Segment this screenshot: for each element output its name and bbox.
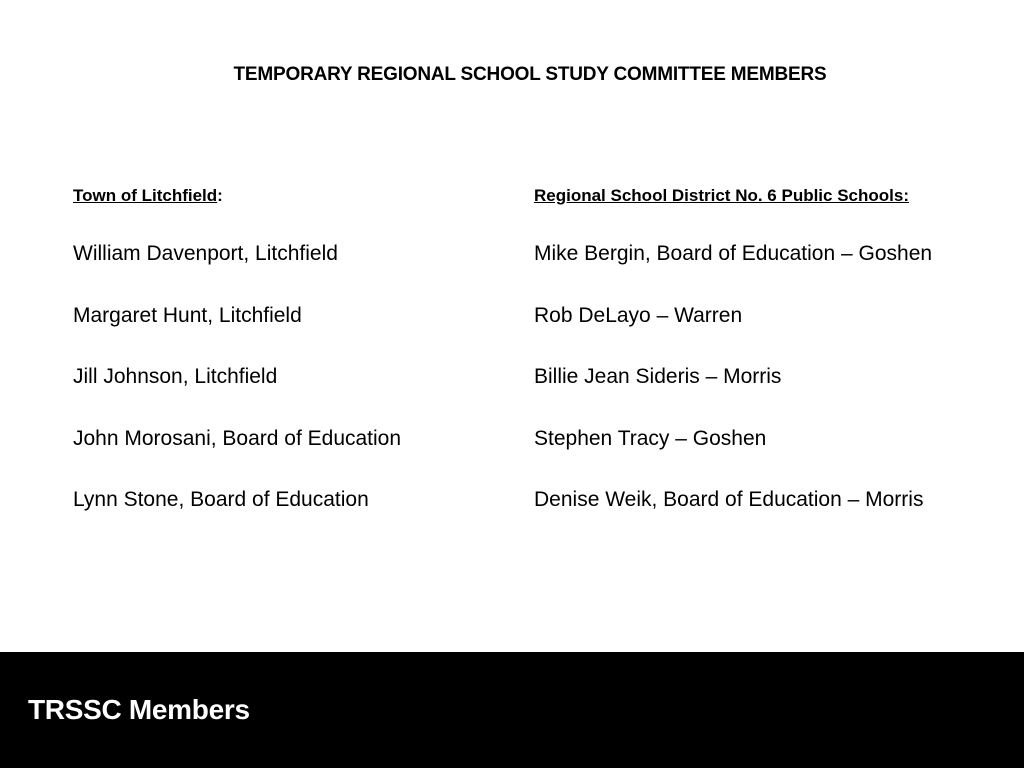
litchfield-header-label: Town of Litchfield (73, 186, 218, 205)
member-item: John Morosani, Board of Education (73, 426, 402, 450)
member-item: Mike Bergin, Board of Education – Goshen (534, 242, 933, 265)
district-column (534, 184, 1014, 550)
footer-bar (0, 652, 1024, 768)
litchfield-header (73, 184, 513, 212)
member-item: Denise Weik, Board of Education – Morris (534, 488, 924, 511)
member-item: Rob DeLayo – Warren (534, 303, 743, 327)
member-item: Jill Johnson, Litchfield (73, 365, 278, 388)
district-member-list (534, 242, 1014, 550)
member-item: Stephen Tracy – Goshen (534, 426, 767, 450)
slide-title: TEMPORARY REGIONAL SCHOOL STUDY COMMITTEE MEMBERS (233, 64, 827, 85)
member-item: Billie Jean Sideris – Morris (534, 365, 782, 388)
member-item: Margaret Hunt, Litchfield (73, 303, 302, 327)
litchfield-column (73, 184, 513, 550)
litchfield-member-list (73, 242, 513, 550)
member-item: Lynn Stone, Board of Education (73, 488, 369, 511)
member-item: William Davenport, Litchfield (73, 242, 338, 265)
district-header (534, 184, 1014, 212)
district-header-label: Regional School District No. 6 Public Schools: (534, 186, 909, 205)
footer-title: TRSSC Members (28, 694, 250, 725)
litchfield-header-colon: : (217, 186, 223, 205)
